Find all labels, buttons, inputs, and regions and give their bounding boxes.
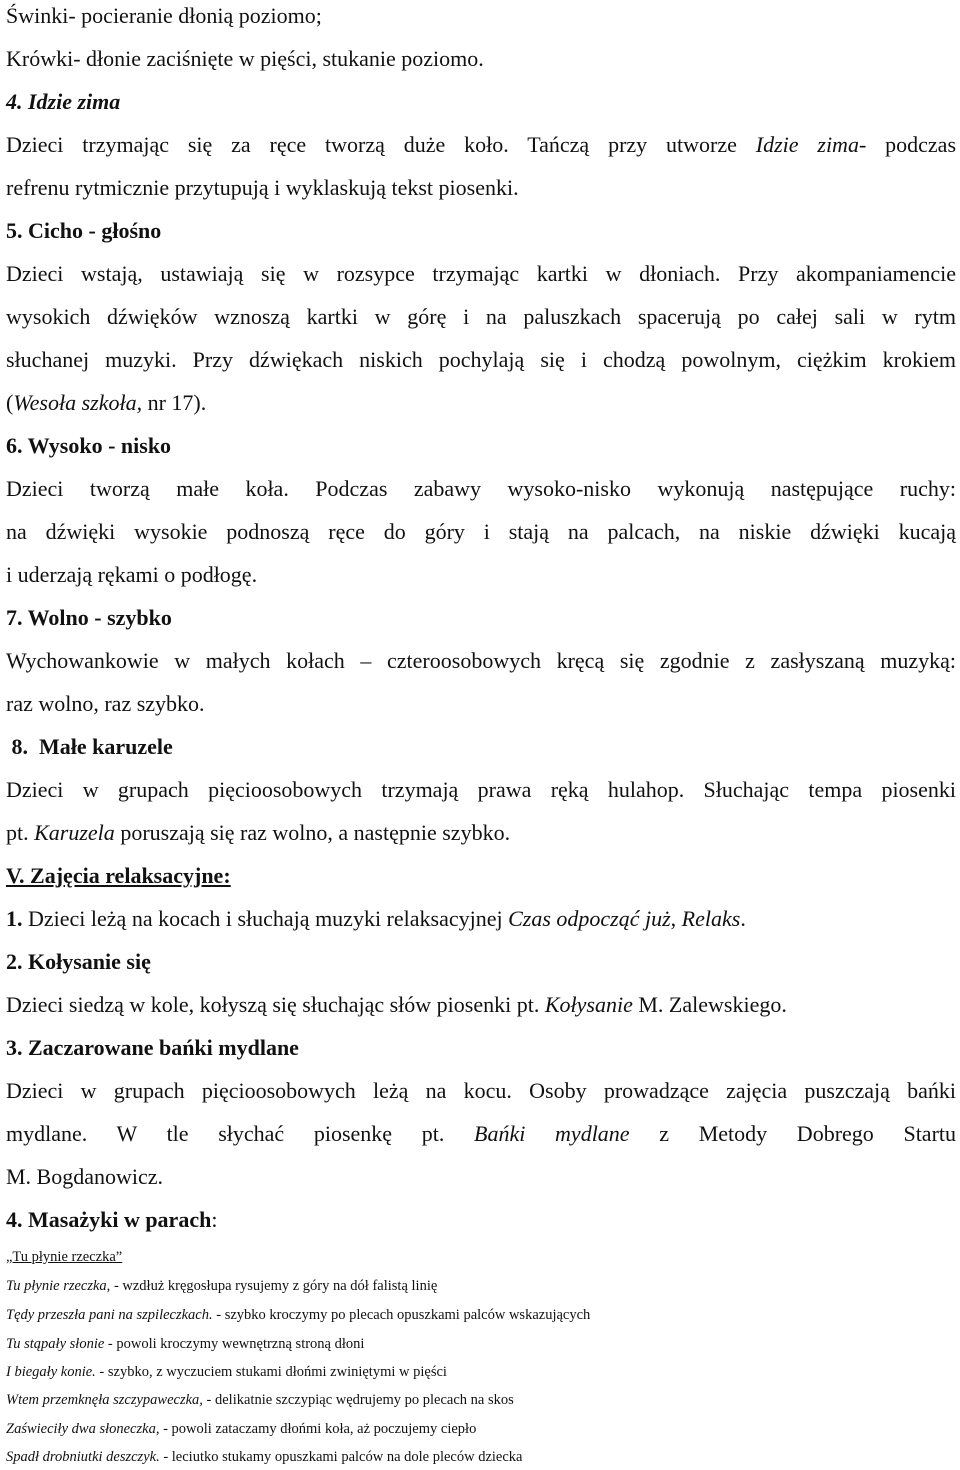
text-span: nr 17).	[142, 390, 207, 415]
section-heading	[6, 91, 120, 113]
section-heading: 3. Zaczarowane bańki mydlane	[6, 1035, 299, 1060]
poem-instruction: - powoli zataczamy dłońmi koła, aż poczujemy ciepło	[159, 1421, 477, 1437]
text-span: .	[740, 906, 746, 931]
section-heading: 6. Wysoko - nisko	[6, 433, 172, 458]
text-line: Świnki- pocieranie dłonią poziomo;	[6, 3, 322, 28]
poem-verse: Tu płynie rzeczka,	[6, 1278, 111, 1294]
poem-instruction: - szybko kroczymy po plecach opuszkami palców wskazujących	[212, 1307, 591, 1323]
poem-verse: Wtem przemknęła szczypaweczka,	[6, 1392, 203, 1408]
paragraph-line: Dzieci wstają, ustawiają się w rozsypce trzymając kartki w dłoniach. Przy akompaniamencie	[6, 261, 956, 286]
text-span: Dzieci siedzą w kole, kołyszą się słuchając słów piosenki pt.	[6, 992, 545, 1017]
section-heading: 2. Kołysanie się	[6, 949, 151, 974]
paragraph-line: Dzieci tworzą małe koła. Podczas zabawy wysoko-nisko wykonują następujące ruchy:	[6, 476, 956, 501]
section-heading: 8. Małe karuzele	[6, 734, 173, 759]
italic-title: Bańki mydlane	[474, 1121, 630, 1146]
section-heading	[6, 1209, 217, 1231]
poem-line	[6, 1393, 514, 1408]
poem-verse: Tu stąpały słonie	[6, 1336, 105, 1352]
italic-title: Relaks	[681, 906, 741, 931]
text-span: mydlane. W tle słychać piosenkę pt.	[6, 1121, 475, 1146]
text-line	[6, 994, 787, 1016]
paragraph-line	[6, 134, 956, 156]
poem-verse: Spadł drobniutki deszczyk.	[6, 1449, 160, 1465]
italic-title: Czas odpocząć już	[508, 906, 671, 931]
text-line	[6, 822, 510, 844]
poem-verse: Zaświeciły dwa słoneczka,	[6, 1421, 160, 1437]
paragraph-line: Wychowankowie w małych kołach – czteroosobowych kręcą się zgodnie z zasłyszaną muzyką:	[6, 648, 956, 673]
text-line: i uderzają rękami o podłogę.	[6, 562, 258, 587]
section-heading: 7. Wolno - szybko	[6, 605, 172, 630]
text-span: :	[211, 1207, 218, 1232]
text-line: refrenu rytmicznie przytupują i wyklaskują tekst piosenki.	[6, 175, 519, 200]
italic-title: Idzie zima	[755, 132, 859, 157]
poem-verse: I biegały konie.	[6, 1364, 96, 1380]
poem-line	[6, 1450, 523, 1465]
text-span: Dzieci leżą na kocach i słuchają muzyki relaksacyjnej	[22, 906, 509, 931]
paragraph-line: Dzieci w grupach pięcioosobowych leżą na kocu. Osoby prowadzące zajęcia puszczają bańki	[6, 1078, 956, 1103]
text-span: ,	[670, 906, 682, 931]
italic-title: Kołysanie	[544, 992, 633, 1017]
italic-title: Karuzela	[34, 820, 115, 845]
text-line	[6, 908, 746, 930]
paragraph-line: wysokich dźwięków wznoszą kartki w górę i na paluszkach spacerują po całej sali w rytm	[6, 304, 956, 329]
poem-instruction: - szybko, z wyczuciem stukami dłońmi zwiniętymi w pięści	[95, 1364, 447, 1380]
chapter-heading: V. Zajęcia relaksacyjne:	[6, 863, 231, 888]
text-span: - podczas	[858, 132, 957, 157]
poem-instruction: - wzdłuż kręgosłupa rysujemy z góry na dół falistą linię	[110, 1278, 438, 1294]
text-span: (	[6, 390, 14, 415]
poem-instruction: - leciutko stukamy opuszkami palców na dole pleców dziecka	[159, 1449, 523, 1465]
poem-line	[6, 1308, 590, 1323]
text-line: raz wolno, raz szybko.	[6, 691, 205, 716]
paragraph-line	[6, 1123, 956, 1145]
item-number: 1.	[6, 906, 23, 931]
poem-verse: Tędy przeszła pani na szpileczkach.	[6, 1307, 213, 1323]
poem-line	[6, 1365, 447, 1380]
text-span: z Metody Dobrego Startu	[629, 1121, 957, 1146]
text-span: pt.	[6, 820, 35, 845]
text-span: poruszają się raz wolno, a następnie szybko.	[114, 820, 511, 845]
paragraph-line: Dzieci w grupach pięcioosobowych trzymają prawa ręką hulahop. Słuchając tempa piosenki	[6, 777, 956, 802]
poem-instruction: - delikatnie szczypiąc wędrujemy po plecach na skos	[202, 1392, 514, 1408]
heading-text: 4. Masażyki w parach	[6, 1207, 212, 1232]
text-line: M. Bogdanowicz.	[6, 1164, 164, 1189]
section-heading: 5. Cicho - głośno	[6, 218, 162, 243]
poem-line	[6, 1422, 476, 1437]
italic-title: Wesoła szkoła,	[13, 390, 143, 415]
text-line	[6, 392, 206, 414]
poem-line	[6, 1337, 364, 1352]
heading-text: 4. Idzie zima	[6, 89, 121, 114]
paragraph-line: na dźwięki wysokie podnoszą ręce do góry i stają na palcach, na niskie dźwięki kucają	[6, 519, 956, 544]
poem-instruction: - powoli kroczymy wewnętrzną stroną dłoni	[104, 1336, 365, 1352]
poem-title: „Tu płynie rzeczka”	[6, 1249, 123, 1265]
paragraph-line: słuchanej muzyki. Przy dźwiękach niskich pochylają się i chodzą powolnym, ciężkim krokiem	[6, 347, 956, 372]
text-span: Dzieci trzymając się za ręce tworzą duże koło. Tańczą przy utworze	[6, 132, 756, 157]
text-line: Krówki- dłonie zaciśnięte w pięści, stukanie poziomo.	[6, 46, 484, 71]
poem-line	[6, 1279, 437, 1294]
text-span: M. Zalewskiego.	[632, 992, 787, 1017]
